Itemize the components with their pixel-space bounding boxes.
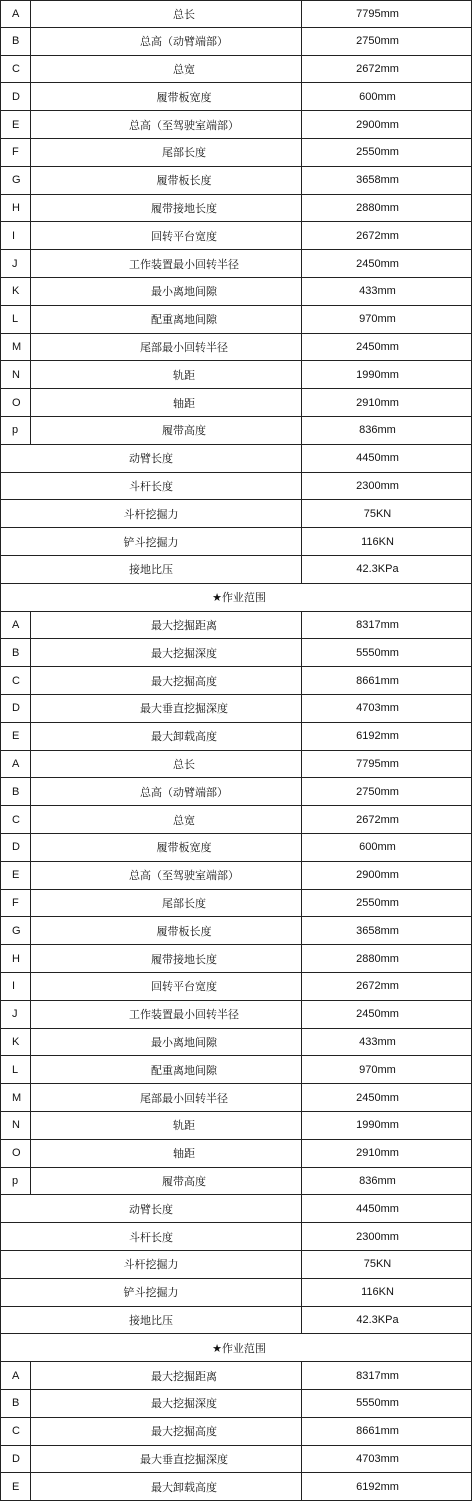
spec-row (0, 0, 472, 28)
row-code: E (1, 723, 31, 750)
row-value: 2450mm (356, 1008, 399, 1021)
row-value: 2300mm (356, 1230, 399, 1243)
row-name: 尾部最小回转半径 (31, 334, 302, 361)
extra-row (0, 1251, 472, 1279)
row-name: 轴距 (31, 1140, 302, 1167)
row-value: 600mm (359, 841, 396, 854)
row-value: 2672mm (356, 980, 399, 993)
range-row (0, 667, 472, 695)
row-value: 1990mm (356, 1119, 399, 1132)
range-row (0, 639, 472, 667)
row-name: 总宽 (31, 806, 302, 833)
row-name: 总宽 (31, 56, 302, 83)
row-value: 4450mm (356, 452, 399, 465)
row-code: M (1, 1084, 31, 1111)
row-code: H (1, 945, 31, 972)
row-value: 600mm (359, 90, 396, 103)
row-code: B (1, 778, 31, 805)
row-code: K (1, 278, 31, 305)
row-code: B (1, 28, 31, 55)
row-value: 2910mm (356, 396, 399, 409)
row-name: 履带高度 (31, 1168, 302, 1195)
row-code: L (1, 306, 31, 333)
row-name: 总高（至驾驶室端部） (31, 862, 302, 889)
row-name: 斗杆挖掘力 (1, 1251, 302, 1278)
spec-row (0, 1029, 472, 1057)
row-name: 回转平台宽度 (31, 973, 302, 1000)
row-name: 最大挖掘深度 (31, 1390, 302, 1417)
row-value: 433mm (359, 285, 396, 298)
row-name: 最大挖掘高度 (31, 667, 302, 694)
row-name: 轨距 (31, 1112, 302, 1139)
row-value: 6192mm (356, 730, 399, 743)
spec-row (0, 806, 472, 834)
row-value: 75KN (363, 507, 392, 520)
spec-row (0, 890, 472, 918)
row-code: B (1, 639, 31, 666)
row-name: 最大挖掘距离 (31, 1362, 302, 1389)
row-name: 履带接地长度 (31, 195, 302, 222)
spec-row (0, 973, 472, 1001)
row-code: G (1, 167, 31, 194)
spec-row (0, 751, 472, 779)
extra-row (0, 1223, 472, 1251)
row-code: C (1, 667, 31, 694)
row-code: E (1, 862, 31, 889)
row-value: 5550mm (356, 1397, 399, 1410)
row-value: 42.3KPa (356, 563, 399, 576)
extra-row (0, 556, 472, 584)
spec-row (0, 361, 472, 389)
row-code: G (1, 917, 31, 944)
row-code: O (1, 1140, 31, 1167)
row-code: E (1, 111, 31, 138)
row-code: A (1, 1362, 31, 1389)
spec-row (0, 195, 472, 223)
range-row (0, 1473, 472, 1501)
row-value: 2550mm (356, 896, 399, 909)
row-value: 7795mm (356, 757, 399, 770)
row-name: 总长 (31, 751, 302, 778)
spec-row (0, 862, 472, 890)
row-name: 履带板宽度 (31, 834, 302, 861)
row-name: 动臂长度 (1, 445, 302, 472)
row-name: 最大垂直挖掘深度 (31, 1446, 302, 1473)
row-value: 836mm (359, 1174, 396, 1187)
row-name: 最大垂直挖掘深度 (31, 695, 302, 722)
extra-row (0, 445, 472, 473)
range-row (0, 1446, 472, 1474)
row-value: 2450mm (356, 1091, 399, 1104)
row-name: 配重离地间隙 (31, 1056, 302, 1083)
row-name: 尾部最小回转半径 (31, 1084, 302, 1111)
row-code: D (1, 83, 31, 110)
row-code: O (1, 389, 31, 416)
extra-row (0, 473, 472, 501)
row-name: 最小离地间隙 (31, 1029, 302, 1056)
row-code: p (1, 1168, 31, 1195)
row-name: 铲斗挖掘力 (1, 1279, 302, 1306)
range-row (0, 723, 472, 751)
row-name: 最大挖掘深度 (31, 639, 302, 666)
range-row (0, 1362, 472, 1390)
range-row (0, 695, 472, 723)
row-code: J (1, 250, 31, 277)
row-code: L (1, 1056, 31, 1083)
row-code: E (1, 1473, 31, 1500)
row-name: 尾部长度 (31, 139, 302, 166)
row-code: I (1, 973, 31, 1000)
row-name: 履带接地长度 (31, 945, 302, 972)
row-name: 履带板宽度 (31, 83, 302, 110)
row-code: C (1, 806, 31, 833)
row-name: 履带板长度 (31, 917, 302, 944)
row-code: F (1, 890, 31, 917)
row-value: 433mm (359, 1035, 396, 1048)
spec-row (0, 1168, 472, 1196)
spec-row (0, 389, 472, 417)
row-value: 2672mm (356, 62, 399, 75)
row-value: 75KN (363, 1258, 392, 1271)
row-value: 116KN (361, 1286, 394, 1299)
spec-row (0, 111, 472, 139)
spec-row (0, 222, 472, 250)
row-value: 4703mm (356, 702, 399, 715)
row-name: 斗杆挖掘力 (1, 500, 302, 527)
row-name: 总高（动臂端部） (31, 28, 302, 55)
row-code: N (1, 1112, 31, 1139)
extra-row (0, 500, 472, 528)
spec-row (0, 28, 472, 56)
row-value: 970mm (359, 313, 396, 326)
row-value: 2750mm (356, 785, 399, 798)
row-value: 4703mm (356, 1452, 399, 1465)
row-code: D (1, 1446, 31, 1473)
spec-row (0, 250, 472, 278)
row-code: K (1, 1029, 31, 1056)
row-code: D (1, 695, 31, 722)
row-value: 4450mm (356, 1202, 399, 1215)
spec-row (0, 306, 472, 334)
row-value: 2450mm (356, 257, 399, 270)
row-value: 836mm (359, 424, 396, 437)
extra-row (0, 1279, 472, 1307)
row-value: 8661mm (356, 674, 399, 687)
section-title: ★作业范围 (212, 1342, 266, 1355)
row-name: 接地比压 (1, 1307, 302, 1334)
row-name: 最大卸载高度 (31, 1473, 302, 1500)
section-heading (0, 1334, 472, 1362)
row-value: 8317mm (356, 1369, 399, 1382)
spec-row (0, 1084, 472, 1112)
row-name: 最小离地间隙 (31, 278, 302, 305)
row-name: 轨距 (31, 361, 302, 388)
spec-row (0, 83, 472, 111)
spec-row (0, 278, 472, 306)
row-name: 履带板长度 (31, 167, 302, 194)
row-code: I (1, 222, 31, 249)
row-name: 轴距 (31, 389, 302, 416)
row-code: J (1, 1001, 31, 1028)
row-code: A (1, 751, 31, 778)
range-row (0, 1390, 472, 1418)
row-value: 2900mm (356, 869, 399, 882)
spec-row (0, 1140, 472, 1168)
extra-row (0, 1195, 472, 1223)
row-code: H (1, 195, 31, 222)
row-code: F (1, 139, 31, 166)
spec-row (0, 56, 472, 84)
row-name: 最大卸载高度 (31, 723, 302, 750)
row-value: 1990mm (356, 368, 399, 381)
row-value: 6192mm (356, 1480, 399, 1493)
row-code: C (1, 1418, 31, 1445)
row-code: B (1, 1390, 31, 1417)
spec-row (0, 917, 472, 945)
row-code: A (1, 1, 31, 27)
row-name: 斗杆长度 (1, 473, 302, 500)
extra-row (0, 1307, 472, 1335)
range-row (0, 612, 472, 640)
row-value: 2750mm (356, 35, 399, 48)
extra-row (0, 528, 472, 556)
row-name: 配重离地间隙 (31, 306, 302, 333)
row-code: C (1, 56, 31, 83)
row-value: 2450mm (356, 340, 399, 353)
row-code: D (1, 834, 31, 861)
row-value: 3658mm (356, 924, 399, 937)
range-row (0, 1418, 472, 1446)
row-code: N (1, 361, 31, 388)
row-value: 42.3KPa (356, 1313, 399, 1326)
spec-row (0, 417, 472, 445)
spec-row (0, 778, 472, 806)
spec-row (0, 334, 472, 362)
spec-row (0, 1001, 472, 1029)
row-value: 2900mm (356, 118, 399, 131)
row-name: 回转平台宽度 (31, 222, 302, 249)
row-value: 116KN (361, 535, 394, 548)
row-value: 5550mm (356, 646, 399, 659)
row-value: 8661mm (356, 1425, 399, 1438)
row-name: 铲斗挖掘力 (1, 528, 302, 555)
row-value: 3658mm (356, 174, 399, 187)
row-value: 2672mm (356, 813, 399, 826)
row-value: 7795mm (356, 7, 399, 20)
row-name: 总高（动臂端部） (31, 778, 302, 805)
row-value: 8317mm (356, 618, 399, 631)
row-value: 2672mm (356, 229, 399, 242)
row-value: 2910mm (356, 1147, 399, 1160)
spec-row (0, 139, 472, 167)
row-name: 履带高度 (31, 417, 302, 444)
row-code: p (1, 417, 31, 444)
row-name: 尾部长度 (31, 890, 302, 917)
row-value: 2880mm (356, 952, 399, 965)
spec-row (0, 945, 472, 973)
row-name: 工作装置最小回转半径 (31, 250, 302, 277)
spec-row (0, 1112, 472, 1140)
row-name: 斗杆长度 (1, 1223, 302, 1250)
row-name: 最大挖掘高度 (31, 1418, 302, 1445)
row-name: 动臂长度 (1, 1195, 302, 1222)
row-code: M (1, 334, 31, 361)
spec-row (0, 167, 472, 195)
row-name: 最大挖掘距离 (31, 612, 302, 639)
section-title: ★作业范围 (212, 592, 266, 605)
row-name: 总高（至驾驶室端部） (31, 111, 302, 138)
row-value: 2880mm (356, 201, 399, 214)
row-value: 2300mm (356, 479, 399, 492)
row-code: A (1, 612, 31, 639)
row-value: 970mm (359, 1063, 396, 1076)
spec-row (0, 834, 472, 862)
row-name: 接地比压 (1, 556, 302, 583)
section-heading (0, 584, 472, 612)
spec-row (0, 1056, 472, 1084)
row-value: 2550mm (356, 146, 399, 159)
row-name: 总长 (31, 1, 302, 27)
row-name: 工作装置最小回转半径 (31, 1001, 302, 1028)
